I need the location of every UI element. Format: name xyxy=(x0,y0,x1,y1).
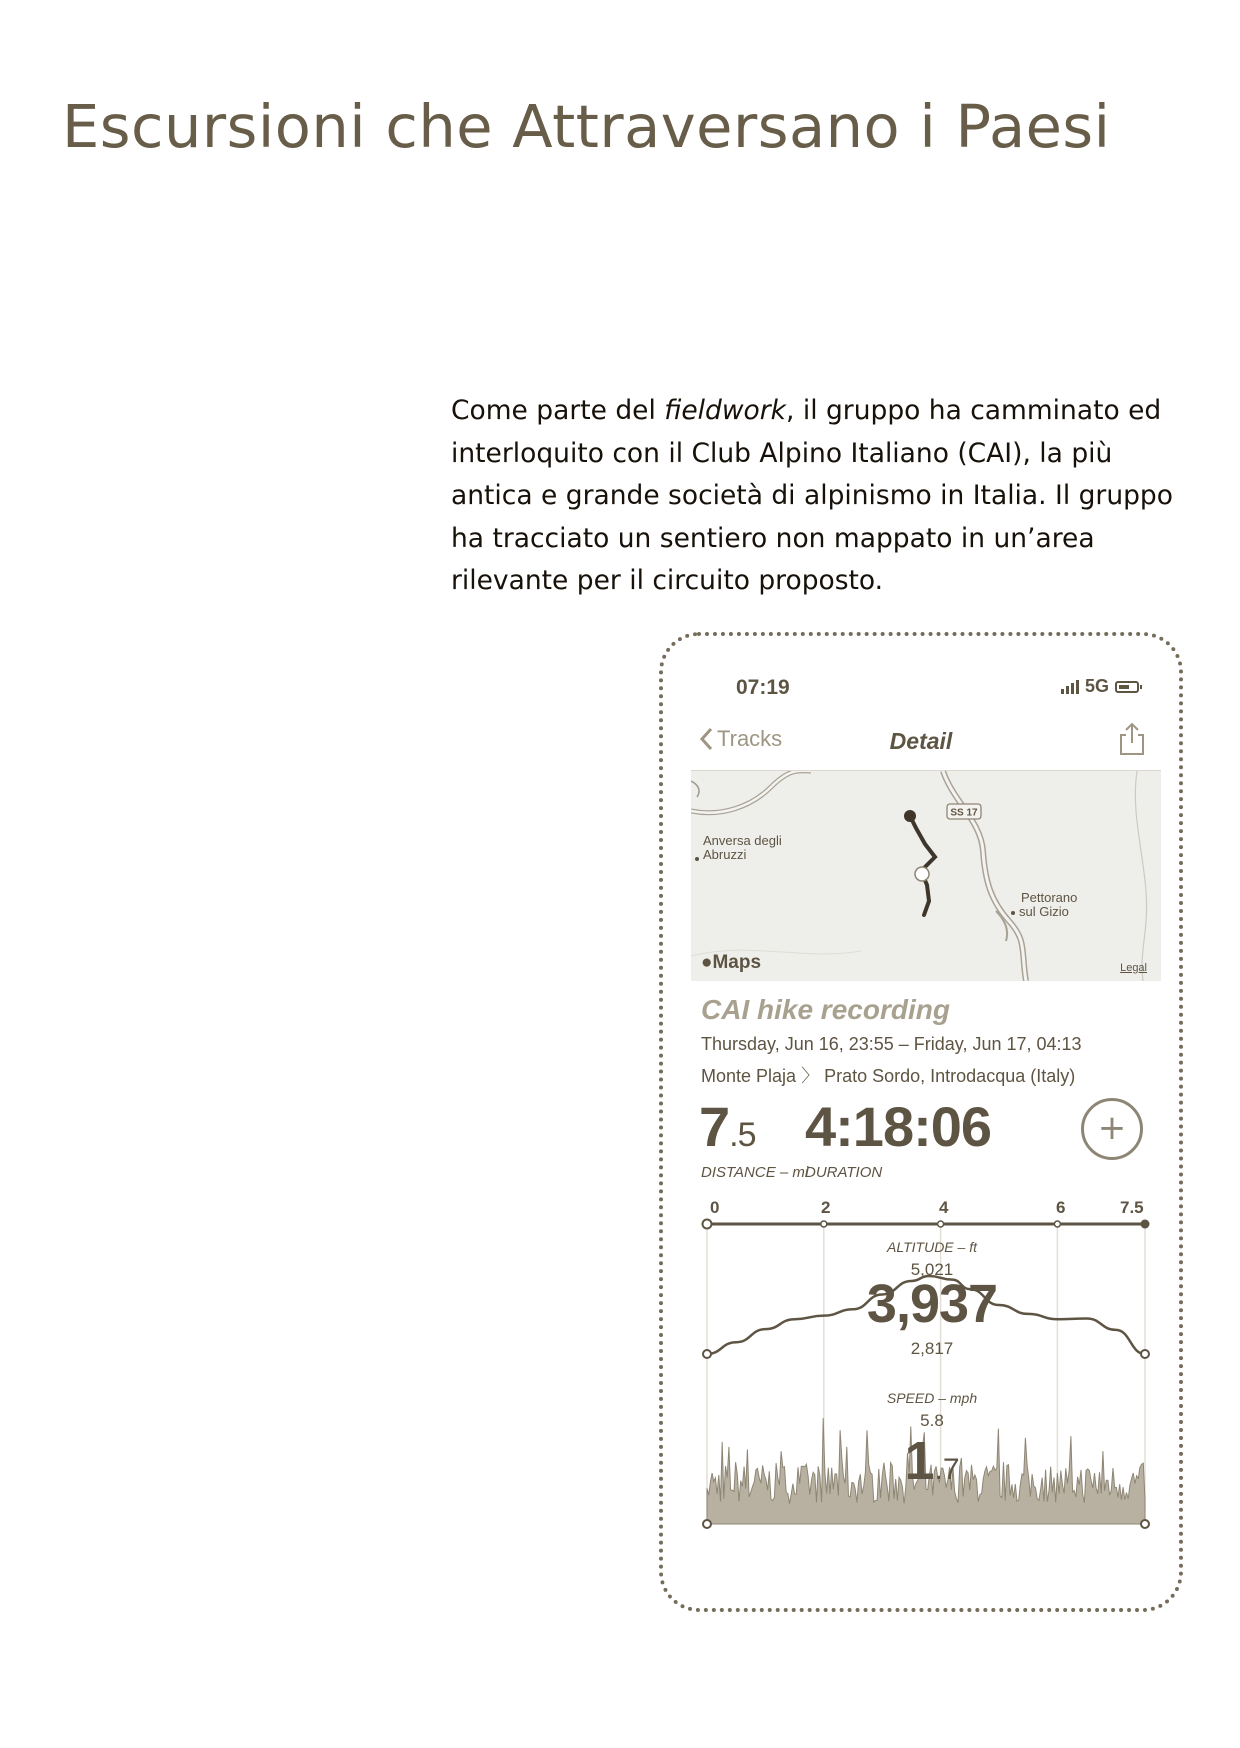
x-axis-start-marker xyxy=(703,1220,712,1229)
x-tick-label: 0 xyxy=(710,1198,720,1217)
chevron-right-icon: 〉 xyxy=(801,1066,825,1086)
speed-current-whole: 1 xyxy=(904,1431,935,1491)
route-start: Monte Plaja xyxy=(701,1066,797,1086)
intro-italic-term: fieldwork xyxy=(664,395,786,426)
speed-max-label: 5.8 xyxy=(920,1411,944,1430)
altitude-max-label: 5,021 xyxy=(910,1260,954,1279)
back-button-label: Tracks xyxy=(717,726,783,751)
recording-date-range: Thursday, Jun 16, 23:55 – Friday, Jun 17, 04:13 xyxy=(701,1034,1082,1054)
map-place-label: Pettorano xyxy=(1021,890,1078,905)
maps-brand-label: Maps xyxy=(712,952,762,973)
duration-label: DURATION xyxy=(805,1164,883,1181)
x-tick-label: 2 xyxy=(821,1198,831,1217)
altitude-min-label: 2,817 xyxy=(910,1339,954,1358)
map-place-label: Anversa degli xyxy=(703,833,782,848)
apple-icon: ● xyxy=(701,952,713,973)
status-time: 07:19 xyxy=(736,676,790,699)
road-badge-label: SS 17 xyxy=(950,807,978,819)
recording-title: CAI hike recording xyxy=(701,994,950,1025)
speed-start-point xyxy=(703,1520,711,1528)
legal-link[interactable]: Legal xyxy=(1120,962,1147,974)
intro-paragraph xyxy=(451,390,1191,603)
x-tick-label: 6 xyxy=(1056,1198,1066,1217)
x-tick-label: 7.5 xyxy=(1120,1198,1144,1217)
distance-whole: 7 xyxy=(699,1095,730,1158)
x-axis-end-marker xyxy=(1141,1220,1150,1229)
altitude-current-value: 3,937 xyxy=(866,1274,998,1334)
x-tick-marker xyxy=(821,1221,827,1227)
intro-text-end: , il gruppo ha camminato ed interloquito con il Club Alpino Italiano (CAI), la più antica e grande società di alpinismo in Italia. Il gruppo ha tracciato un sentiero non mappato in un’area rilevante per il circuito proposto. xyxy=(451,395,1173,596)
speed-current-fraction: .7 xyxy=(934,1453,960,1486)
duration-value: 4:18:06 xyxy=(805,1095,992,1158)
page-title: Escursioni che Attraversano i Paesi xyxy=(62,92,1111,161)
x-tick-label: 4 xyxy=(939,1198,949,1217)
intro-text-start: Come parte del xyxy=(451,395,665,426)
altitude-chart-title: ALTITUDE – ft xyxy=(887,1239,977,1255)
x-tick-marker xyxy=(938,1221,944,1227)
network-type: 5G xyxy=(1084,676,1109,696)
speed-end-point xyxy=(1141,1520,1149,1528)
x-tick-marker xyxy=(1054,1221,1060,1227)
altitude-start-point xyxy=(703,1350,711,1358)
map-place-label: Abruzzi xyxy=(703,847,747,862)
speed-chart-title: SPEED – mph xyxy=(886,1390,978,1406)
phone-screenshot-frame xyxy=(659,632,1183,1612)
plus-icon: + xyxy=(1097,1108,1127,1148)
nav-title: Detail xyxy=(889,728,953,754)
route-end: Prato Sordo, Introdacqua (Italy) xyxy=(824,1066,1076,1086)
speed-current-value xyxy=(832,1430,1032,1492)
altitude-end-point xyxy=(1141,1350,1149,1358)
distance-fraction: .5 xyxy=(729,1116,756,1154)
map-place-label: sul Gizio xyxy=(1019,904,1069,919)
distance-label: DISTANCE – mi xyxy=(701,1164,809,1181)
